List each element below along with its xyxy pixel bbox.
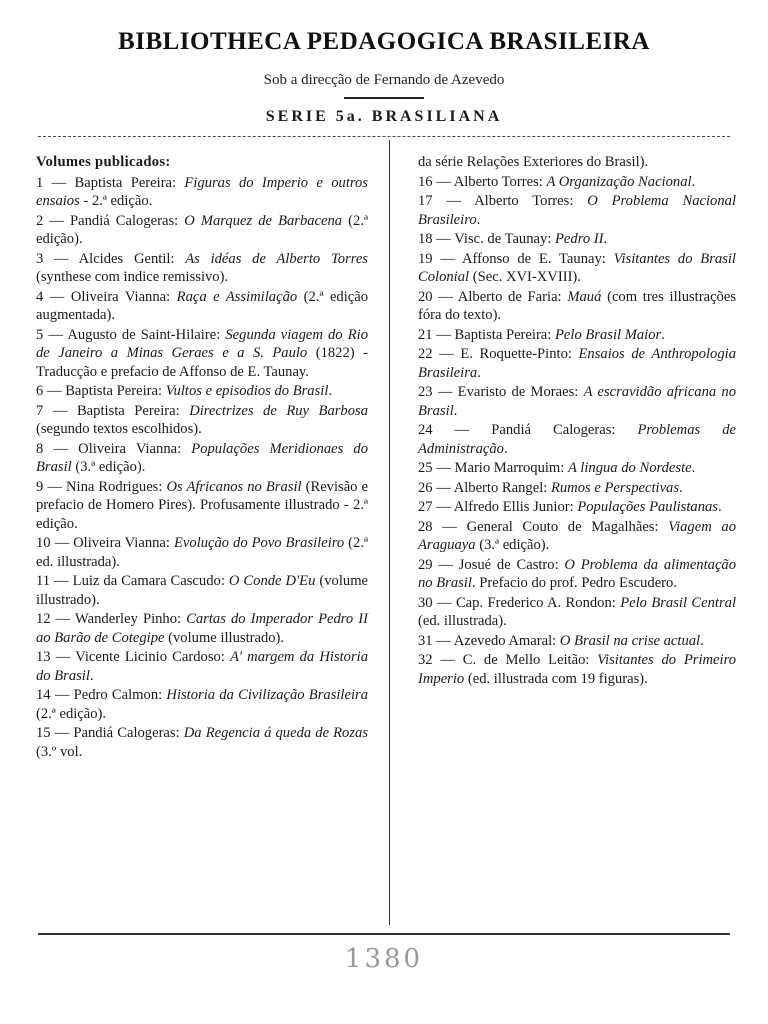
entry-details: (3.ª edição). [71,459,146,475]
entry-details: (ed. illustrada). [418,613,507,629]
entry-details: (3.º vol. [36,743,83,760]
entry-details: (2.ª ed. illustrada). [36,535,369,570]
entry-author: Visc. de Taunay [454,231,548,247]
entry-details: (com tres illustrações fóra do texto). [418,288,737,323]
entry-title: Pelo Brasil Maior [555,326,662,343]
entry-details: (synthese com indice remissivo). [36,269,229,285]
entry-details: (volume illustrado). [164,629,285,646]
entry-title: Pedro II [555,231,604,247]
catalogue-entry: 18 — Visc. de Taunay: Pedro II. [418,231,608,247]
entry-number: 7 [36,402,44,419]
entry-author: Pandiá Calogeras [70,212,175,229]
entry-details: - 2.ª edição. [79,193,153,209]
catalogue-entry: 4 — Oliveira Vianna: Raça e Assimilação (2.ª edição augmentada). [36,288,369,323]
catalogue-entry: 26 — Alberto Rangel: Rumos e Perspectivas. [418,479,683,496]
entry-number: 32 [418,652,433,668]
catalogue-entry: 11 — Luiz da Camara Cascudo: O Conde D'Eu (volume illustrado). [36,573,369,608]
entry-number: 24 [418,422,433,438]
entry-number: 27 [418,499,433,515]
entry-details: . [661,326,665,343]
entry-details: . [718,499,722,515]
catalogue-entry: 6 — Baptista Pereira: Vultos e episodios do Brasil. [36,383,333,399]
entry-details: (volume illustrado). [36,573,369,608]
catalogue-entry: 24 — Pandiá Calogeras: Problemas de Administração. [418,422,736,457]
entry-title: Historia da Civilização Brasileira [166,687,368,703]
entry-title: Segunda viagem do Rio de Janeiro a Minas Geraes e a S. Paulo [36,326,368,361]
collection-title: BIBLIOTHECA PEDAGOGICA BRASILEIRA [118,28,650,55]
catalogue-entry: 20 — Alberto de Faria: Mauá (com tres illustrações fóra do texto). [418,288,737,323]
catalogue-entry: 32 — C. de Mello Leitão: Visitantes do Primeiro Imperio (ed. illustrada com 19 figuras). [418,652,737,687]
right-column [418,153,736,689]
entry-details: . [503,440,508,457]
entry-author: Oliveira Vianna [73,535,166,551]
entry-title: O Conde D'Eu [228,573,316,589]
catalogue-entry: 30 — Cap. Frederico A. Rondon: Pelo Brasil Central (ed. illustrada). [418,594,736,629]
entry-details: . [603,231,608,247]
entry-number: 11 [36,573,51,589]
catalogue-entry: 28 — General Couto de Magalhães: Viagem ao Araguaya (3.ª edição). [418,518,737,553]
entry-title: Rumos e Perspectivas [550,479,680,496]
entry-author: E. Roquette-Pinto [460,346,568,362]
entry-title: Visitantes do Primeiro Imperio [418,652,737,687]
entry-details: . [89,667,94,684]
catalogue-entry: 5 — Augusto de Saint-Hilaire: Segunda viagem do Rio de Janeiro a Minas Geraes e a S. Paulo (1822) - Traducção e prefacio de Affonso de E. Taunay. [36,326,368,380]
subtitle-rule [344,97,424,99]
entry-title: Evolução do Povo Brasileiro [173,535,345,551]
catalogue-entry: 15 — Pandiá Calogeras: Da Regencia á queda de Rozas (3.º vol. [36,725,369,760]
entry-author: General Couto de Magalhães [466,518,655,535]
entry-author: Affonso de E. Taunay [461,250,602,267]
entry-details: (Revisão e prefacio de Homero Pires). Profusamente illustrado - 2.ª edição. [36,478,368,532]
entry-author: Alberto Rangel [453,479,544,496]
entry-author: Pandiá Calogeras [73,725,176,741]
entry-details: . [679,479,683,496]
entry-number: 25 [418,460,433,476]
entry-author: Pandiá Calogeras [491,422,612,438]
entry-details: . [700,632,704,649]
series-heading: SERIE 5a. BRASILIANA [265,108,503,125]
entry-title: Raça e Assimilação [176,288,298,305]
entry-number: 10 [36,535,51,551]
entry-author: Vicente Licinio Cardoso [75,649,221,665]
entry-author: Alfredo Ellis Junior [453,499,570,515]
entry-details: (Sec. XVI-XVIII). [469,269,581,285]
entry-number: 21 [418,326,433,343]
catalogue-entry: 17 — Alberto Torres: O Problema Nacional Brasileiro. [418,193,736,228]
entry-title: A Organização Nacional [546,173,692,190]
catalogue-entry: 12 — Wanderley Pinho: Cartas do Imperador Pedro II ao Barão de Cotegipe (volume illustrado). [36,611,368,646]
page-number-stamp: 1380 [344,944,424,974]
entry-number: 19 [418,250,433,267]
entry-title: Populações Meridionaes do Brasil [36,440,369,475]
entry-author: C. de Mello Leitão [462,652,586,668]
entry-number: 29 [418,556,433,573]
list-heading: Volumes publicados: [36,154,171,170]
catalogue-entry: 19 — Affonso de E. Taunay: Visitantes do Brasil Colonial (Sec. XVI-XVIII). [418,250,736,285]
entry-title: Cartas do Imperador Pedro II ao Barão de Cotegipe [36,611,368,646]
entry-title: Directrizes de Ruy Barbosa [189,402,369,419]
entry-number: 26 [418,479,433,496]
entry-number: 23 [418,384,433,400]
entry-author: Alberto Torres [453,173,539,190]
entry-details: . [453,402,458,419]
entry-title: Ensaios de Anthropologia Brasileira [418,346,736,381]
entry-details: (segundo textos escolhidos). [36,421,202,437]
entry-details: . [691,173,696,190]
entry-author: Alberto Torres [474,193,570,209]
entry-number: 6 [36,383,44,399]
entry-number: 28 [418,518,433,535]
catalogue-entry [418,153,736,172]
entry-author: Baptista Pereira [454,326,548,343]
entry-title: O Brasil na crise actual [559,632,701,649]
entry-details: . [691,460,696,476]
entry-author: Evaristo de Moraes [457,384,575,400]
catalogue-entry: 21 — Baptista Pereira: Pelo Brasil Maior. [418,326,665,343]
entry-details: da série Relações Exteriores do Brasil). [418,154,649,170]
entry-author: Alcides Gentil [78,250,171,267]
entry-number: 13 [36,649,51,665]
left-column [36,153,368,762]
entry-number: 30 [418,594,433,611]
entry-details: (3.ª edição). [475,537,550,553]
entry-number: 15 [36,725,51,741]
entry-author: Augusto de Saint-Hilaire [67,326,217,343]
entry-title: Da Regencia á queda de Rozas [183,725,369,741]
column-divider [389,140,390,925]
entry-title: Problemas de Administração [418,422,736,457]
entry-author: Cap. Frederico A. Rondon [455,594,612,611]
entry-title: O Problema Nacional Brasileiro [418,193,736,228]
entry-author: Baptista Pereira [65,383,158,399]
entry-title: Viagem ao Araguaya [418,518,737,553]
catalogue-entry: 25 — Mario Marroquim: A lingua do Nordeste. [418,460,696,476]
catalogue-entry: 23 — Evaristo de Moraes: A escravidão africana no Brasil. [418,384,737,419]
entry-number: 5 [36,326,44,343]
entry-title: Os Africanos no Brasil [166,478,302,495]
catalogue-entry: 9 — Nina Rodrigues: Os Africanos no Brasil (Revisão e prefacio de Homero Pires). Profusamente illustrado - 2.ª edição. [36,478,368,532]
entry-title: Populações Paulistanas [577,499,718,515]
catalogue-entry: 7 — Baptista Pereira: Directrizes de Ruy Barbosa (segundo textos escolhidos). [36,402,369,437]
catalogue-entry: 27 — Alfredo Ellis Junior: Populações Paulistanas. [418,499,722,515]
entry-title: Pelo Brasil Central [620,594,736,611]
entry-author: Baptista Pereira [74,174,173,191]
entry-details: (ed. illustrada com 19 figuras). [464,670,648,687]
entry-details: (2.ª edição). [36,212,368,247]
entry-title: Mauá [567,288,602,305]
entry-author: Josué de Castro [458,556,555,573]
entry-author: Alberto de Faria [457,288,558,305]
entry-author: Oliveira Vianna [78,440,178,457]
entry-author: Wanderley Pinho [75,611,178,627]
director-subtitle: Sob a direcção de Fernando de Azevedo [263,72,505,88]
entry-title: Figuras do Imperio e outros ensaios [36,174,368,209]
entry-author: Pedro Calmon [73,687,159,703]
entry-title: As idéas de Alberto Torres [185,250,368,267]
entry-number: 3 [36,250,44,267]
entry-details: . [328,383,333,399]
entry-number: 4 [36,288,44,305]
entry-title: A escravidão africana no Brasil [418,384,737,419]
entry-number: 17 [418,193,433,209]
entry-number: 8 [36,440,44,457]
entry-author: Oliveira Vianna [70,288,167,305]
entry-author: Mario Marroquim [454,460,561,476]
entry-number: 12 [36,611,51,627]
entry-details: . [477,364,481,381]
catalogue-entry: 31 — Azevedo Amaral: O Brasil na crise actual. [418,632,704,649]
catalogue-entry: 2 — Pandiá Calogeras: O Marquez de Barbacena (2.ª edição). [36,212,368,247]
entry-title: Visitantes do Brasil Colonial [418,250,736,285]
entry-number: 16 [418,173,433,190]
entry-details: (1822) - Traducção e prefacio de Affonso de E. Taunay. [36,345,368,380]
entry-number: 9 [36,478,44,495]
top-divider [38,136,730,137]
entry-details: . Prefacio do prof. Pedro Escudero. [471,575,677,591]
entry-author: Azevedo Amaral [453,632,553,649]
entry-author: Baptista Pereira [76,402,176,419]
entry-title: A lingua do Nordeste [567,460,692,476]
catalogue-entry: 10 — Oliveira Vianna: Evolução do Povo Brasileiro (2.ª ed. illustrada). [36,535,369,570]
entry-title: O Marquez de Barbacena [184,212,343,229]
catalogue-entry: 14 — Pedro Calmon: Historia da Civilização Brasileira (2.ª edição). [36,687,368,722]
catalogue-entry: 22 — E. Roquette-Pinto: Ensaios de Anthropologia Brasileira. [418,346,736,381]
catalogue-entry: 3 — Alcides Gentil: As idéas de Alberto Torres (synthese com indice remissivo). [36,250,368,285]
entry-title: Vultos e episodios do Brasil [165,383,329,399]
catalogue-entry: 8 — Oliveira Vianna: Populações Meridionaes do Brasil (3.ª edição). [36,440,369,475]
bottom-divider [38,933,730,935]
entry-number: 14 [36,687,51,703]
catalogue-entry: 13 — Vicente Licinio Cardoso: A' margem da Historia do Brasil. [36,649,368,684]
catalogue-entry: 29 — Josué de Castro: O Problema da alimentação no Brasil. Prefacio do prof. Pedro Escudero. [418,556,737,591]
entry-title: A' margem da Historia do Brasil [36,649,368,684]
entry-number: 20 [418,288,433,305]
entry-title: O Problema da alimentação no Brasil [418,556,737,591]
entry-details: (2.ª edição augmentada). [36,288,369,323]
catalogue-entry: 1 — Baptista Pereira: Figuras do Imperio e outros ensaios - 2.ª edição. [36,174,368,209]
entry-number: 22 [418,346,433,362]
entry-number: 2 [36,212,44,229]
entry-author: Nina Rodrigues [65,478,159,495]
entry-details: . [476,211,481,228]
entry-number: 1 [36,174,44,191]
entry-number: 31 [418,632,433,649]
catalogue-entry: 16 — Alberto Torres: A Organização Nacional. [418,173,696,190]
entry-details: (2.ª edição). [36,705,107,722]
entry-author: Luiz da Camara Cascudo [72,573,221,589]
entry-number: 18 [418,231,433,247]
